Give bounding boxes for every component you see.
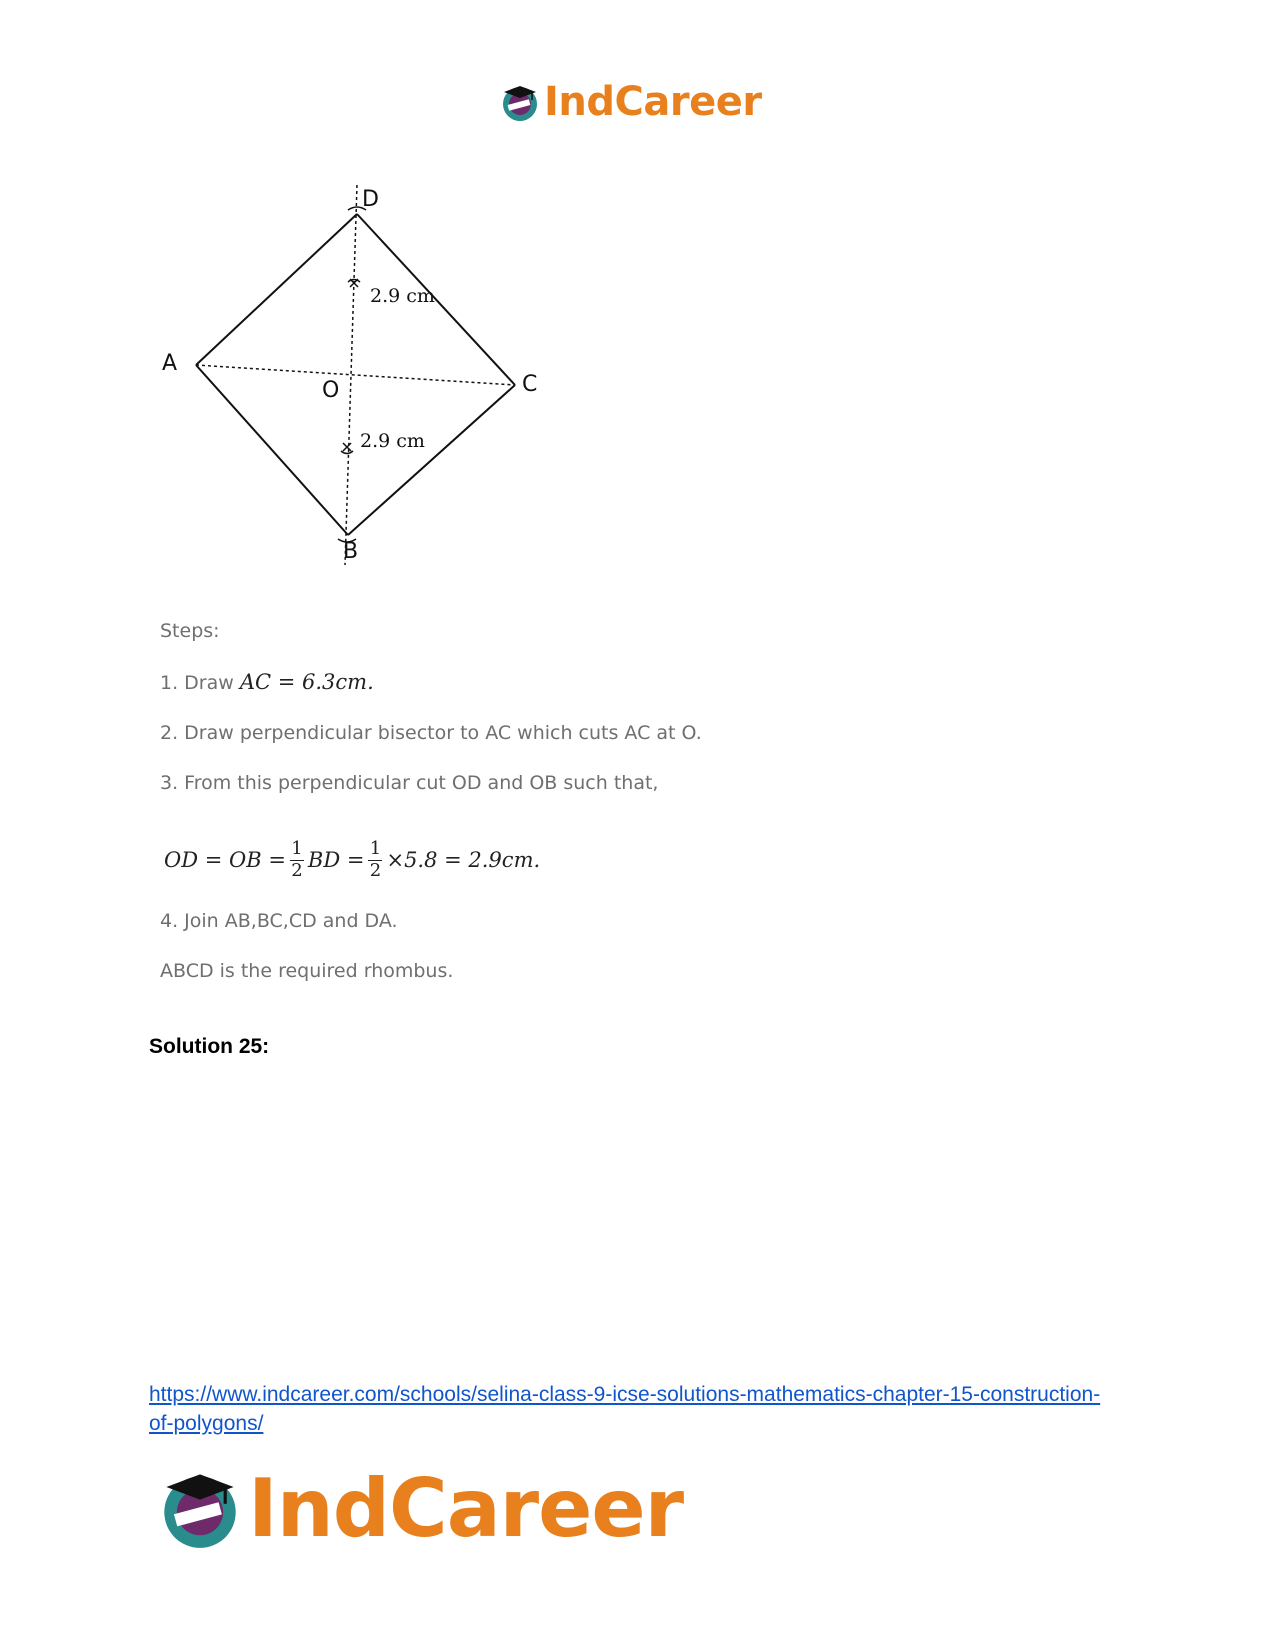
graduation-globe-icon [500, 82, 540, 122]
vertex-label-b: B [343, 539, 359, 564]
solution-heading: Solution 25: [149, 1035, 270, 1058]
vertex-label-a: A [162, 351, 178, 376]
od-ob-equation [164, 830, 540, 890]
eq-frac2-num: 1 [369, 837, 382, 859]
eq-frac1-num: 1 [291, 837, 303, 859]
eq-lhs: OD = OB = [164, 848, 286, 872]
vertex-label-d: D [362, 187, 379, 212]
source-link[interactable]: https://www.indcareer.com/schools/selina-class-9-icse-solutions-mathematics-chapter-15-construction-of-polygons/ [149, 1383, 1101, 1435]
side-cb [348, 385, 515, 535]
step-3: 3. From this perpendicular cut OD and OB such that, [160, 772, 659, 794]
step-4: 4. Join AB,BC,CD and DA. [160, 910, 398, 932]
rhombus-construction-figure [160, 185, 560, 595]
step-2: 2. Draw perpendicular bisector to AC which cuts AC at O. [160, 722, 702, 744]
vertex-label-o: O [322, 378, 340, 403]
logo-text: IndCareer [544, 79, 762, 125]
diagonal-ac [196, 365, 515, 385]
eq-fraction-1 [290, 839, 304, 881]
step-1 [160, 670, 374, 694]
step-1-text: 1. Draw [160, 672, 234, 694]
conclusion: ABCD is the required rhombus. [160, 960, 454, 982]
vertex-label-c: C [522, 372, 538, 397]
header-logo [500, 76, 762, 128]
side-ad [196, 214, 357, 365]
eq-fraction-2 [368, 839, 382, 881]
logo-text: IndCareer [248, 1461, 684, 1555]
steps-title: Steps: [160, 620, 220, 642]
footer-logo [158, 1460, 683, 1556]
step-1-math: AC = 6.3cm. [239, 670, 374, 694]
graduation-globe-icon [158, 1466, 242, 1550]
eq-mid: BD = [307, 848, 365, 872]
ob-length-label: 2.9 cm [360, 430, 425, 452]
eq-rhs: ×5.8 = 2.9cm. [386, 848, 541, 872]
od-length-label: 2.9 cm [370, 285, 435, 307]
eq-frac2-den: 2 [369, 859, 382, 881]
eq-frac1-den: 2 [291, 859, 303, 881]
